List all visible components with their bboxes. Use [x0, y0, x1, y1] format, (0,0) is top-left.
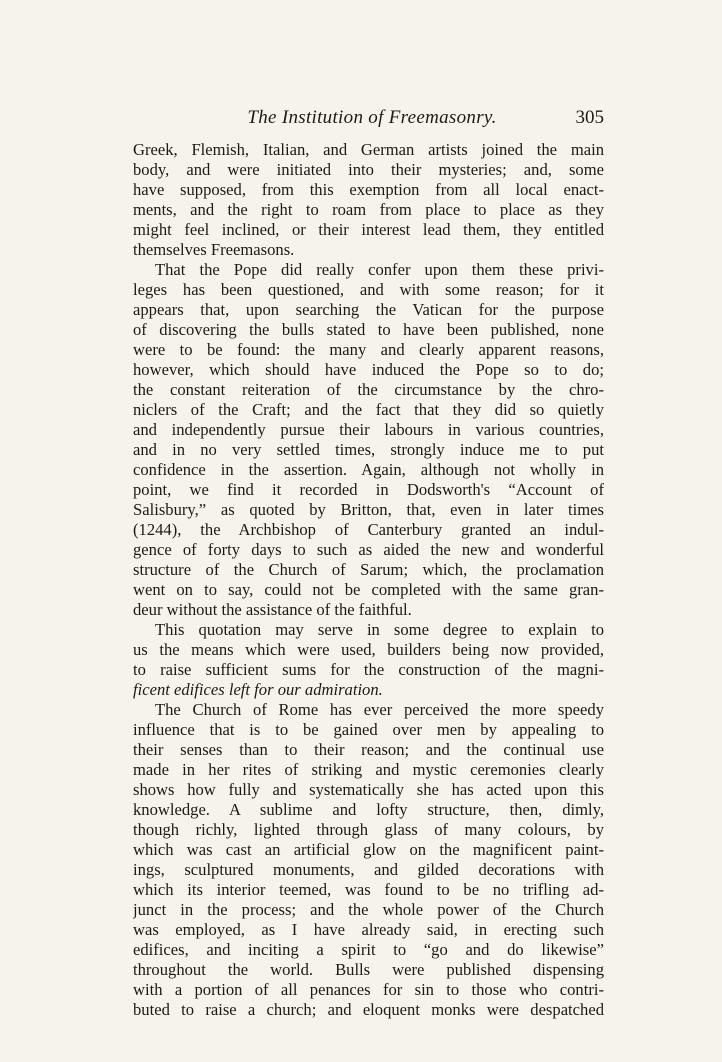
- text-line: went on to say, could not be completed with the same gran-: [133, 580, 604, 599]
- text-line: have supposed, from this exemption from all local enact-: [133, 180, 604, 199]
- text-line: their senses than to their reason; and the continual use: [133, 740, 604, 759]
- text-line: niclers of the Craft; and the fact that they did so quietly: [133, 400, 604, 419]
- text-line: leges has been questioned, and with some reason; for it: [133, 280, 604, 299]
- text-line: themselves Freemasons.: [133, 240, 295, 259]
- text-line: of discovering the bulls stated to have been published, none: [133, 320, 604, 339]
- text-line: confidence in the assertion. Again, although not wholly in: [133, 460, 604, 479]
- running-title: The Institution of Freemasonry.: [247, 107, 497, 128]
- text-line: That the Pope did really confer upon them these privi-: [155, 260, 604, 279]
- text-line: however, which should have induced the Pope so to do;: [133, 360, 604, 379]
- text-line: to raise sufficient sums for the construction of the magni-: [133, 660, 604, 679]
- text-line: appears that, upon searching the Vatican for the purpose: [133, 300, 604, 319]
- text-line: the constant reiteration of the circumstance by the chro-: [133, 380, 604, 399]
- text-line: knowledge. A sublime and lofty structure, then, dimly,: [133, 800, 604, 819]
- text-line: which was cast an artificial glow on the magnificent paint-: [133, 840, 604, 859]
- text-line: which its interior teemed, was found to be no trifling ad-: [133, 880, 604, 899]
- text-line: though richly, lighted through glass of many colours, by: [133, 820, 604, 839]
- text-line: Salisbury,” as quoted by Britton, that, even in later times: [133, 500, 604, 519]
- text-line: structure of the Church of Sarum; which, the proclamation: [133, 560, 604, 579]
- text-line: (1244), the Archbishop of Canterbury granted an indul-: [133, 520, 604, 539]
- text-line: body, and were initiated into their mysteries; and, some: [133, 160, 604, 179]
- text-line: ments, and the right to roam from place to place as they: [133, 200, 604, 219]
- text-line: might feel inclined, or their interest lead them, they entitled: [133, 220, 604, 239]
- text-line: This quotation may serve in some degree to explain to: [155, 620, 604, 639]
- text-line: us the means which were used, builders being now provided,: [133, 640, 604, 659]
- text-line: with a portion of all penances for sin to those who contri-: [133, 980, 604, 999]
- body-text: [133, 140, 604, 1020]
- text-line: ficent edifices left for our admiration.: [133, 680, 383, 699]
- text-line: and independently pursue their labours in various countries,: [133, 420, 604, 439]
- page-number: 305: [575, 107, 604, 128]
- text-line: influence that is to be gained over men by appealing to: [133, 720, 604, 739]
- text-line: Greek, Flemish, Italian, and German artists joined the main: [133, 140, 604, 159]
- text-line: were to be found: the many and clearly apparent reasons,: [133, 340, 604, 359]
- text-line: edifices, and inciting a spirit to “go and do likewise”: [133, 940, 604, 959]
- text-line: junct in the process; and the whole power of the Church: [133, 900, 604, 919]
- text-line: point, we find it recorded in Dodsworth's “Account of: [133, 480, 604, 499]
- text-line: buted to raise a church; and eloquent monks were despatched: [133, 1000, 604, 1019]
- text-line: gence of forty days to such as aided the new and wonderful: [133, 540, 604, 559]
- text-line: throughout the world. Bulls were published dispensing: [133, 960, 604, 979]
- text-line: and in no very settled times, strongly induce me to put: [133, 440, 604, 459]
- text-line: made in her rites of striking and mystic ceremonies clearly: [133, 760, 604, 779]
- text-line: The Church of Rome has ever perceived the more speedy: [155, 700, 604, 719]
- text-line: ings, sculptured monuments, and gilded decorations with: [133, 860, 604, 879]
- text-line: was employed, as I have already said, in erecting such: [133, 920, 604, 939]
- text-line: shows how fully and systematically she has acted upon this: [133, 780, 604, 799]
- running-head: [140, 107, 604, 131]
- text-line: deur without the assistance of the faithful.: [133, 600, 412, 619]
